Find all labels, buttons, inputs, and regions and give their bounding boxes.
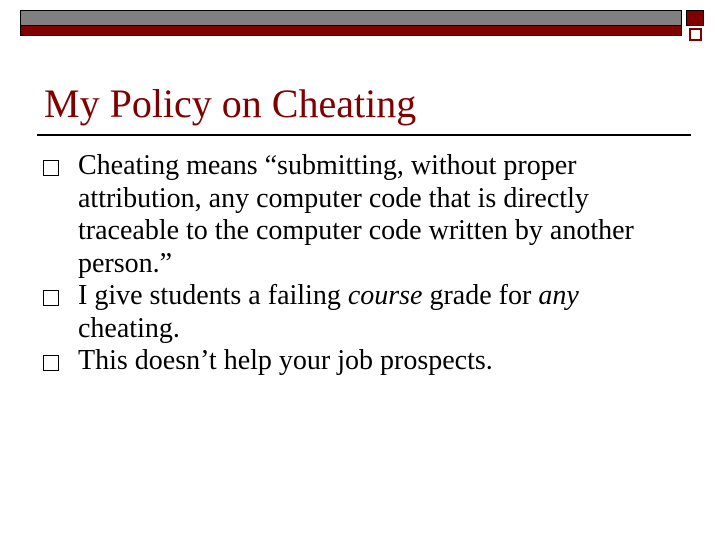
maroon-band — [20, 26, 682, 36]
bullet-text-segment: This doesn’t help your job prospects. — [78, 345, 493, 376]
bullet-list — [0, 150, 720, 378]
hollow-square-bullet-icon — [43, 355, 59, 371]
filled-square-icon — [686, 10, 704, 26]
bullet-text-segment: Cheating means “submitting, without proper attribution, any computer code that is directly traceable to the computer code written by another person.” — [78, 150, 634, 279]
bullet-item — [0, 345, 720, 378]
corner-decoration — [686, 10, 704, 40]
slide-title: My Policy on Cheating — [44, 81, 417, 126]
top-decorative-bar — [20, 10, 682, 36]
hollow-square-bullet-icon — [43, 290, 59, 306]
bullet-text-segment: I give students a failing — [78, 280, 348, 311]
emphasized-text: any — [538, 280, 579, 311]
gray-band — [20, 10, 682, 26]
bullet-text — [78, 150, 634, 279]
bullet-text-segment: cheating. — [78, 312, 180, 344]
bullet-text-segment: grade for — [422, 280, 539, 311]
title-divider — [37, 134, 691, 136]
hollow-square-bullet-icon — [43, 160, 59, 176]
bullet-item — [0, 150, 720, 280]
bullet-item — [0, 280, 720, 345]
emphasized-text: course — [347, 280, 423, 311]
bullet-text — [78, 345, 493, 376]
hollow-square-icon — [689, 28, 702, 41]
bullet-text — [78, 280, 579, 344]
